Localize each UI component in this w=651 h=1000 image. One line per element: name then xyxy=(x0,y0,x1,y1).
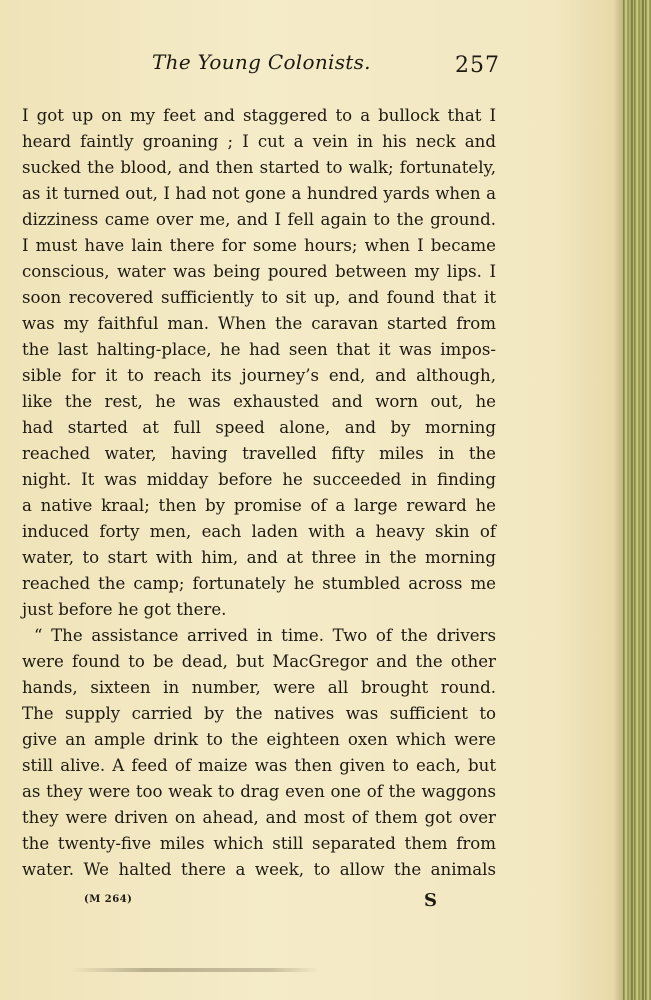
page-fold-shadow xyxy=(613,0,623,1000)
text-line: still alive. A feed of maize was then given to each, but xyxy=(22,756,496,775)
body-text xyxy=(22,103,496,883)
printer-mark: (M 264) xyxy=(84,894,133,905)
text-line: as it turned out, I had not gone a hundred yards when a xyxy=(22,184,496,203)
text-line: induced forty men, each laden with a heavy skin of xyxy=(22,522,496,541)
text-line: heard faintly groaning ; I cut a vein in his neck and xyxy=(22,132,496,151)
text-line: sible for it to reach its journey’s end, and although, xyxy=(22,366,496,385)
text-line: had started at full speed alone, and by morning xyxy=(22,418,496,437)
signature-letter: S xyxy=(424,890,437,911)
text-line: hands, sixteen in number, were all brought round. xyxy=(22,678,496,697)
page-footer xyxy=(22,890,496,914)
text-line: sucked the blood, and then started to walk; fortunately, xyxy=(22,158,496,177)
page-number: 257 xyxy=(455,53,500,78)
text-line: as they were too weak to drag even one of the waggons xyxy=(22,782,496,801)
text-line: dizziness came over me, and I fell again to the ground. xyxy=(22,210,496,229)
text-line: I got up on my feet and staggered to a bullock that I xyxy=(22,106,496,125)
paragraph-start-line: “ The assistance arrived in time. Two of the drivers xyxy=(34,626,496,645)
text-line: water. We halted there a week, to allow the animals xyxy=(22,860,496,879)
text-line: conscious, water was being poured between my lips. I xyxy=(22,262,496,281)
scan-smudge xyxy=(70,968,320,972)
text-line: The supply carried by the natives was sufficient to xyxy=(22,704,496,723)
text-line: a native kraal; then by promise of a large reward he xyxy=(22,496,496,515)
text-line: the last halting-place, he had seen that it was impos- xyxy=(22,340,496,359)
text-line: they were driven on ahead, and most of them got over xyxy=(22,808,496,827)
text-line: soon recovered sufficiently to sit up, and found that it xyxy=(22,288,496,307)
page-edge-stack xyxy=(623,0,651,1000)
text-line: I must have lain there for some hours; when I became xyxy=(22,236,496,255)
text-line: like the rest, he was exhausted and worn out, he xyxy=(22,392,496,411)
text-line: night. It was midday before he succeeded in finding xyxy=(22,470,496,489)
running-title: The Young Colonists. xyxy=(152,50,371,74)
text-line: reached water, having travelled fifty miles in the xyxy=(22,444,496,463)
text-line: the twenty-five miles which still separated them from xyxy=(22,834,496,853)
text-line: were found to be dead, but MacGregor and the other xyxy=(22,652,496,671)
paragraph-end-line: just before he got there. xyxy=(22,600,227,619)
text-line: reached the camp; fortunately he stumbled across me xyxy=(22,574,496,593)
text-line: give an ample drink to the eighteen oxen which were xyxy=(22,730,496,749)
text-line: water, to start with him, and at three in the morning xyxy=(22,548,496,567)
page-header xyxy=(22,50,500,84)
text-line: was my faithful man. When the caravan started from xyxy=(22,314,496,333)
